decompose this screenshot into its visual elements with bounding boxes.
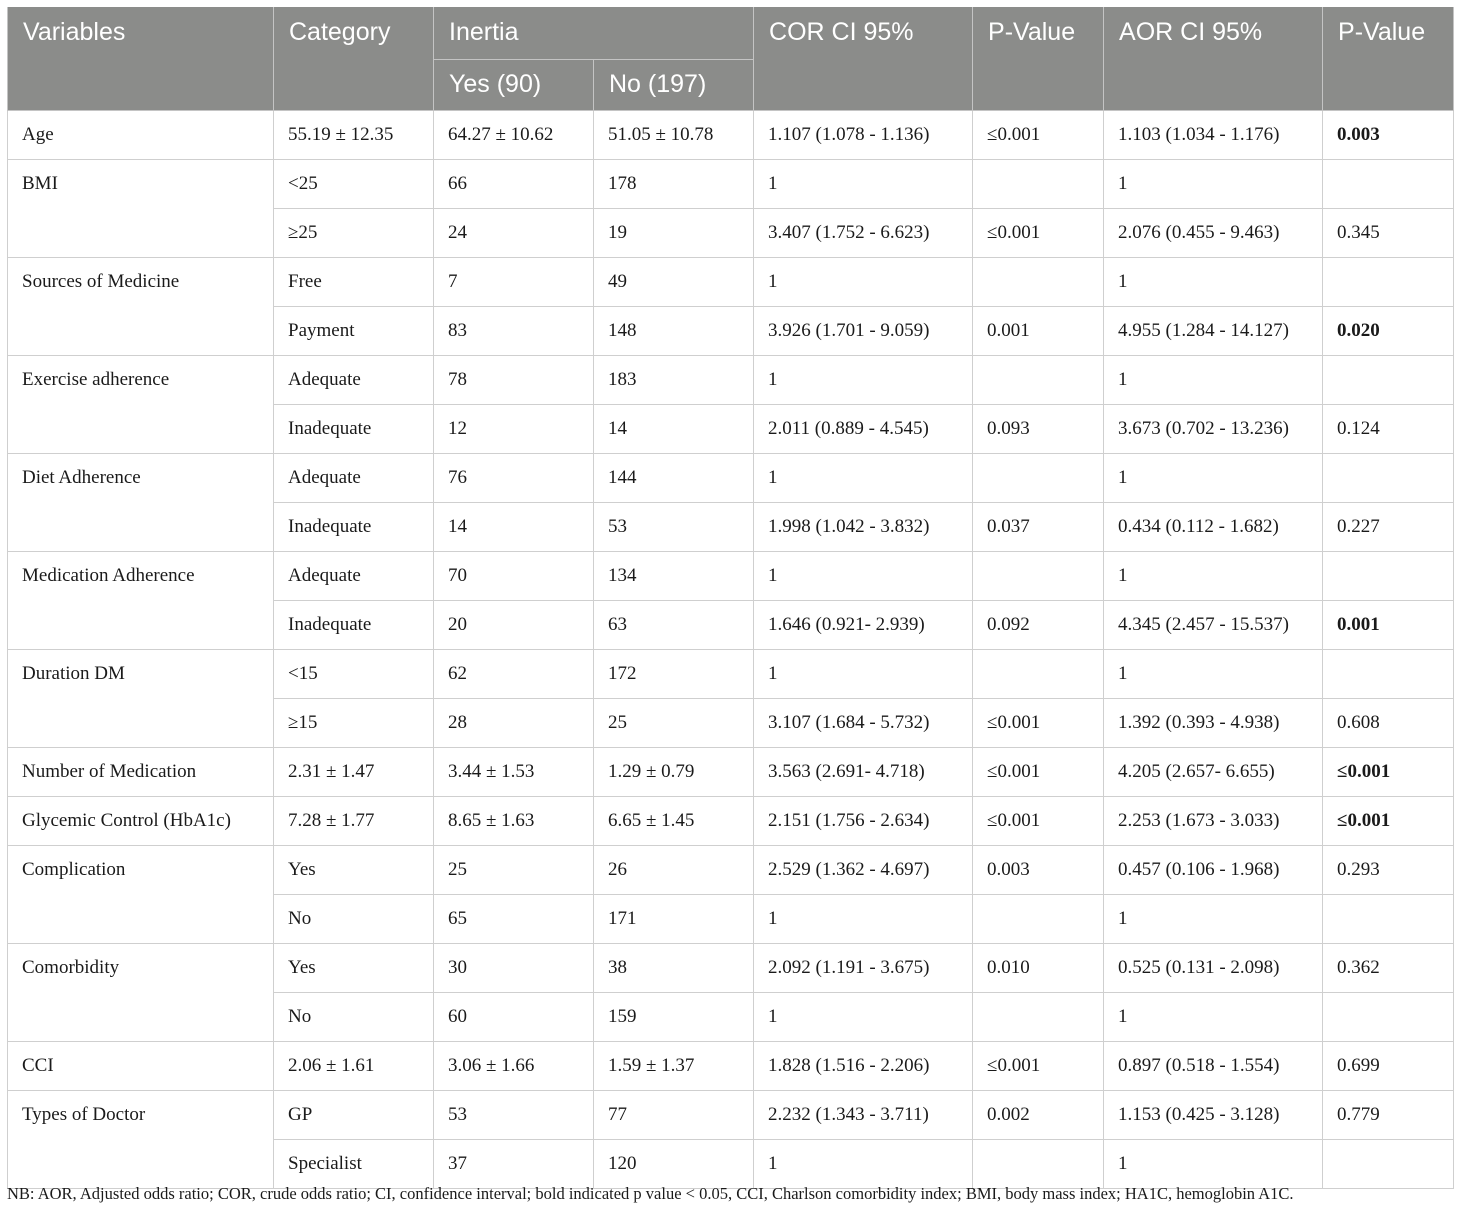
- table-row: [8, 552, 1454, 601]
- cor-cell: 1.998 (1.042 - 3.832): [754, 503, 973, 552]
- p-value-aor-cell: 0.124: [1323, 405, 1454, 454]
- header-variables: Variables: [8, 7, 274, 111]
- table-footnote: NB: AOR, Adjusted odds ratio; COR, crude odds ratio; CI, confidence interval; bold indicated p value < 0.05, CCI, Charlson comorbidity index; BMI, body mass index; HA1C, hemoglobin A1C.: [7, 1184, 1294, 1203]
- p-value-aor-cell: 0.779: [1323, 1091, 1454, 1140]
- cor-cell: 1: [754, 552, 973, 601]
- header-aor: AOR CI 95%: [1104, 7, 1323, 111]
- category-cell: Specialist: [274, 1140, 434, 1189]
- table-row: [8, 797, 1454, 846]
- table-row: [8, 356, 1454, 405]
- aor-cell: 2.076 (0.455 - 9.463): [1104, 209, 1323, 258]
- table-row: [8, 650, 1454, 699]
- inertia-no-cell: 49: [594, 258, 754, 307]
- aor-cell: 0.897 (0.518 - 1.554): [1104, 1042, 1323, 1091]
- inertia-yes-cell: 37: [434, 1140, 594, 1189]
- inertia-no-cell: 159: [594, 993, 754, 1042]
- variable-cell: Age: [8, 111, 274, 160]
- category-cell: Inadequate: [274, 405, 434, 454]
- category-cell: 2.31 ± 1.47: [274, 748, 434, 797]
- aor-cell: 1: [1104, 454, 1323, 503]
- p-value-cor-cell: [973, 552, 1104, 601]
- cor-cell: 1: [754, 454, 973, 503]
- category-cell: 7.28 ± 1.77: [274, 797, 434, 846]
- cor-cell: 1.646 (0.921- 2.939): [754, 601, 973, 650]
- inertia-no-cell: 171: [594, 895, 754, 944]
- inertia-no-cell: 25: [594, 699, 754, 748]
- category-cell: <25: [274, 160, 434, 209]
- inertia-yes-cell: 3.44 ± 1.53: [434, 748, 594, 797]
- cor-cell: 3.107 (1.684 - 5.732): [754, 699, 973, 748]
- variable-cell: Duration DM: [8, 650, 274, 748]
- p-value-cor-cell: 0.010: [973, 944, 1104, 993]
- table-row: [8, 160, 1454, 209]
- inertia-no-cell: 53: [594, 503, 754, 552]
- aor-cell: 1: [1104, 552, 1323, 601]
- p-value-cor-cell: [973, 160, 1104, 209]
- inertia-yes-cell: 76: [434, 454, 594, 503]
- p-value-cor-cell: [973, 258, 1104, 307]
- p-value-cor-cell: 0.001: [973, 307, 1104, 356]
- inertia-no-cell: 14: [594, 405, 754, 454]
- header-cor: COR CI 95%: [754, 7, 973, 111]
- p-value-aor-cell: ≤0.001: [1323, 748, 1454, 797]
- category-cell: ≥15: [274, 699, 434, 748]
- inertia-yes-cell: 24: [434, 209, 594, 258]
- p-value-cor-cell: ≤0.001: [973, 1042, 1104, 1091]
- p-value-aor-cell: [1323, 552, 1454, 601]
- p-value-aor-cell: [1323, 160, 1454, 209]
- p-value-cor-cell: ≤0.001: [973, 699, 1104, 748]
- p-value-cor-cell: 0.002: [973, 1091, 1104, 1140]
- p-value-cor-cell: [973, 1140, 1104, 1189]
- inertia-yes-cell: 12: [434, 405, 594, 454]
- cor-cell: 3.563 (2.691- 4.718): [754, 748, 973, 797]
- inertia-no-cell: 63: [594, 601, 754, 650]
- table-row: [8, 846, 1454, 895]
- variable-cell: CCI: [8, 1042, 274, 1091]
- p-value-aor-cell: [1323, 454, 1454, 503]
- category-cell: Payment: [274, 307, 434, 356]
- results-table: [7, 7, 1454, 1189]
- category-cell: Inadequate: [274, 601, 434, 650]
- category-cell: ≥25: [274, 209, 434, 258]
- category-cell: 55.19 ± 12.35: [274, 111, 434, 160]
- variable-cell: Sources of Medicine: [8, 258, 274, 356]
- variable-cell: Diet Adherence: [8, 454, 274, 552]
- p-value-cor-cell: [973, 356, 1104, 405]
- cor-cell: 1: [754, 650, 973, 699]
- inertia-yes-cell: 66: [434, 160, 594, 209]
- variable-cell: Number of Medication: [8, 748, 274, 797]
- variable-cell: Complication: [8, 846, 274, 944]
- aor-cell: 1: [1104, 356, 1323, 405]
- p-value-aor-cell: 0.227: [1323, 503, 1454, 552]
- inertia-no-cell: 6.65 ± 1.45: [594, 797, 754, 846]
- p-value-aor-cell: [1323, 1140, 1454, 1189]
- table-body: [8, 111, 1454, 1189]
- table-row: [8, 1042, 1454, 1091]
- p-value-aor-cell: 0.699: [1323, 1042, 1454, 1091]
- aor-cell: 2.253 (1.673 - 3.033): [1104, 797, 1323, 846]
- inertia-yes-cell: 14: [434, 503, 594, 552]
- category-cell: GP: [274, 1091, 434, 1140]
- category-cell: Adequate: [274, 454, 434, 503]
- p-value-aor-cell: 0.020: [1323, 307, 1454, 356]
- variable-cell: Exercise adherence: [8, 356, 274, 454]
- cor-cell: 2.151 (1.756 - 2.634): [754, 797, 973, 846]
- inertia-no-cell: 144: [594, 454, 754, 503]
- aor-cell: 3.673 (0.702 - 13.236): [1104, 405, 1323, 454]
- table-row: [8, 1091, 1454, 1140]
- p-value-aor-cell: 0.362: [1323, 944, 1454, 993]
- cor-cell: 1: [754, 258, 973, 307]
- inertia-no-cell: 148: [594, 307, 754, 356]
- cor-cell: 3.926 (1.701 - 9.059): [754, 307, 973, 356]
- inertia-yes-cell: 78: [434, 356, 594, 405]
- p-value-aor-cell: 0.003: [1323, 111, 1454, 160]
- inertia-yes-cell: 62: [434, 650, 594, 699]
- cor-cell: 1: [754, 895, 973, 944]
- category-cell: No: [274, 895, 434, 944]
- cor-cell: 2.232 (1.343 - 3.711): [754, 1091, 973, 1140]
- aor-cell: 1: [1104, 650, 1323, 699]
- p-value-cor-cell: 0.092: [973, 601, 1104, 650]
- variable-cell: Comorbidity: [8, 944, 274, 1042]
- p-value-cor-cell: 0.003: [973, 846, 1104, 895]
- table-row: [8, 748, 1454, 797]
- table-row: [8, 454, 1454, 503]
- p-value-aor-cell: [1323, 650, 1454, 699]
- inertia-yes-cell: 25: [434, 846, 594, 895]
- aor-cell: 4.205 (2.657- 6.655): [1104, 748, 1323, 797]
- cor-cell: 1: [754, 356, 973, 405]
- header-inertia: Inertia: [434, 7, 754, 60]
- inertia-no-cell: 178: [594, 160, 754, 209]
- aor-cell: 0.434 (0.112 - 1.682): [1104, 503, 1323, 552]
- category-cell: Inadequate: [274, 503, 434, 552]
- inertia-no-cell: 51.05 ± 10.78: [594, 111, 754, 160]
- inertia-no-cell: 77: [594, 1091, 754, 1140]
- inertia-no-cell: 172: [594, 650, 754, 699]
- p-value-aor-cell: 0.608: [1323, 699, 1454, 748]
- inertia-no-cell: 38: [594, 944, 754, 993]
- aor-cell: 1: [1104, 160, 1323, 209]
- header-inertia-yes: Yes (90): [434, 60, 594, 111]
- table-row: [8, 258, 1454, 307]
- table-header: [8, 7, 1454, 111]
- p-value-cor-cell: [973, 993, 1104, 1042]
- category-cell: <15: [274, 650, 434, 699]
- p-value-cor-cell: [973, 454, 1104, 503]
- p-value-cor-cell: ≤0.001: [973, 797, 1104, 846]
- cor-cell: 2.092 (1.191 - 3.675): [754, 944, 973, 993]
- p-value-cor-cell: 0.093: [973, 405, 1104, 454]
- aor-cell: 4.345 (2.457 - 15.537): [1104, 601, 1323, 650]
- p-value-aor-cell: 0.345: [1323, 209, 1454, 258]
- category-cell: Adequate: [274, 552, 434, 601]
- aor-cell: 0.525 (0.131 - 2.098): [1104, 944, 1323, 993]
- aor-cell: 4.955 (1.284 - 14.127): [1104, 307, 1323, 356]
- header-p-value-cor: P-Value: [973, 7, 1104, 111]
- cor-cell: 1.828 (1.516 - 2.206): [754, 1042, 973, 1091]
- header-p-value-aor: P-Value: [1323, 7, 1454, 111]
- category-cell: Adequate: [274, 356, 434, 405]
- inertia-yes-cell: 20: [434, 601, 594, 650]
- variable-cell: Medication Adherence: [8, 552, 274, 650]
- cor-cell: 1.107 (1.078 - 1.136): [754, 111, 973, 160]
- inertia-yes-cell: 30: [434, 944, 594, 993]
- aor-cell: 1: [1104, 993, 1323, 1042]
- aor-cell: 1.153 (0.425 - 3.128): [1104, 1091, 1323, 1140]
- inertia-yes-cell: 28: [434, 699, 594, 748]
- category-cell: Free: [274, 258, 434, 307]
- p-value-cor-cell: ≤0.001: [973, 209, 1104, 258]
- category-cell: Yes: [274, 846, 434, 895]
- variable-cell: Glycemic Control (HbA1c): [8, 797, 274, 846]
- header-category: Category: [274, 7, 434, 111]
- cor-cell: 1: [754, 160, 973, 209]
- cor-cell: 1: [754, 993, 973, 1042]
- inertia-no-cell: 26: [594, 846, 754, 895]
- category-cell: Yes: [274, 944, 434, 993]
- p-value-aor-cell: [1323, 993, 1454, 1042]
- variable-cell: BMI: [8, 160, 274, 258]
- inertia-yes-cell: 83: [434, 307, 594, 356]
- p-value-aor-cell: [1323, 258, 1454, 307]
- inertia-no-cell: 120: [594, 1140, 754, 1189]
- aor-cell: 1: [1104, 1140, 1323, 1189]
- p-value-cor-cell: [973, 895, 1104, 944]
- inertia-no-cell: 1.59 ± 1.37: [594, 1042, 754, 1091]
- p-value-cor-cell: ≤0.001: [973, 748, 1104, 797]
- inertia-yes-cell: 3.06 ± 1.66: [434, 1042, 594, 1091]
- inertia-no-cell: 134: [594, 552, 754, 601]
- variable-cell: Types of Doctor: [8, 1091, 274, 1189]
- inertia-no-cell: 1.29 ± 0.79: [594, 748, 754, 797]
- header-inertia-no: No (197): [594, 60, 754, 111]
- category-cell: 2.06 ± 1.61: [274, 1042, 434, 1091]
- table-row: [8, 944, 1454, 993]
- p-value-aor-cell: [1323, 356, 1454, 405]
- aor-cell: 1: [1104, 895, 1323, 944]
- inertia-yes-cell: 64.27 ± 10.62: [434, 111, 594, 160]
- aor-cell: 1.103 (1.034 - 1.176): [1104, 111, 1323, 160]
- inertia-no-cell: 19: [594, 209, 754, 258]
- cor-cell: 2.529 (1.362 - 4.697): [754, 846, 973, 895]
- inertia-yes-cell: 60: [434, 993, 594, 1042]
- aor-cell: 1: [1104, 258, 1323, 307]
- aor-cell: 1.392 (0.393 - 4.938): [1104, 699, 1323, 748]
- table-row: [8, 111, 1454, 160]
- p-value-cor-cell: 0.037: [973, 503, 1104, 552]
- p-value-aor-cell: 0.293: [1323, 846, 1454, 895]
- cor-cell: 1: [754, 1140, 973, 1189]
- inertia-no-cell: 183: [594, 356, 754, 405]
- p-value-aor-cell: 0.001: [1323, 601, 1454, 650]
- cor-cell: 2.011 (0.889 - 4.545): [754, 405, 973, 454]
- cor-cell: 3.407 (1.752 - 6.623): [754, 209, 973, 258]
- p-value-cor-cell: ≤0.001: [973, 111, 1104, 160]
- category-cell: No: [274, 993, 434, 1042]
- inertia-yes-cell: 65: [434, 895, 594, 944]
- inertia-yes-cell: 8.65 ± 1.63: [434, 797, 594, 846]
- aor-cell: 0.457 (0.106 - 1.968): [1104, 846, 1323, 895]
- p-value-aor-cell: ≤0.001: [1323, 797, 1454, 846]
- inertia-yes-cell: 53: [434, 1091, 594, 1140]
- inertia-yes-cell: 70: [434, 552, 594, 601]
- inertia-yes-cell: 7: [434, 258, 594, 307]
- p-value-cor-cell: [973, 650, 1104, 699]
- p-value-aor-cell: [1323, 895, 1454, 944]
